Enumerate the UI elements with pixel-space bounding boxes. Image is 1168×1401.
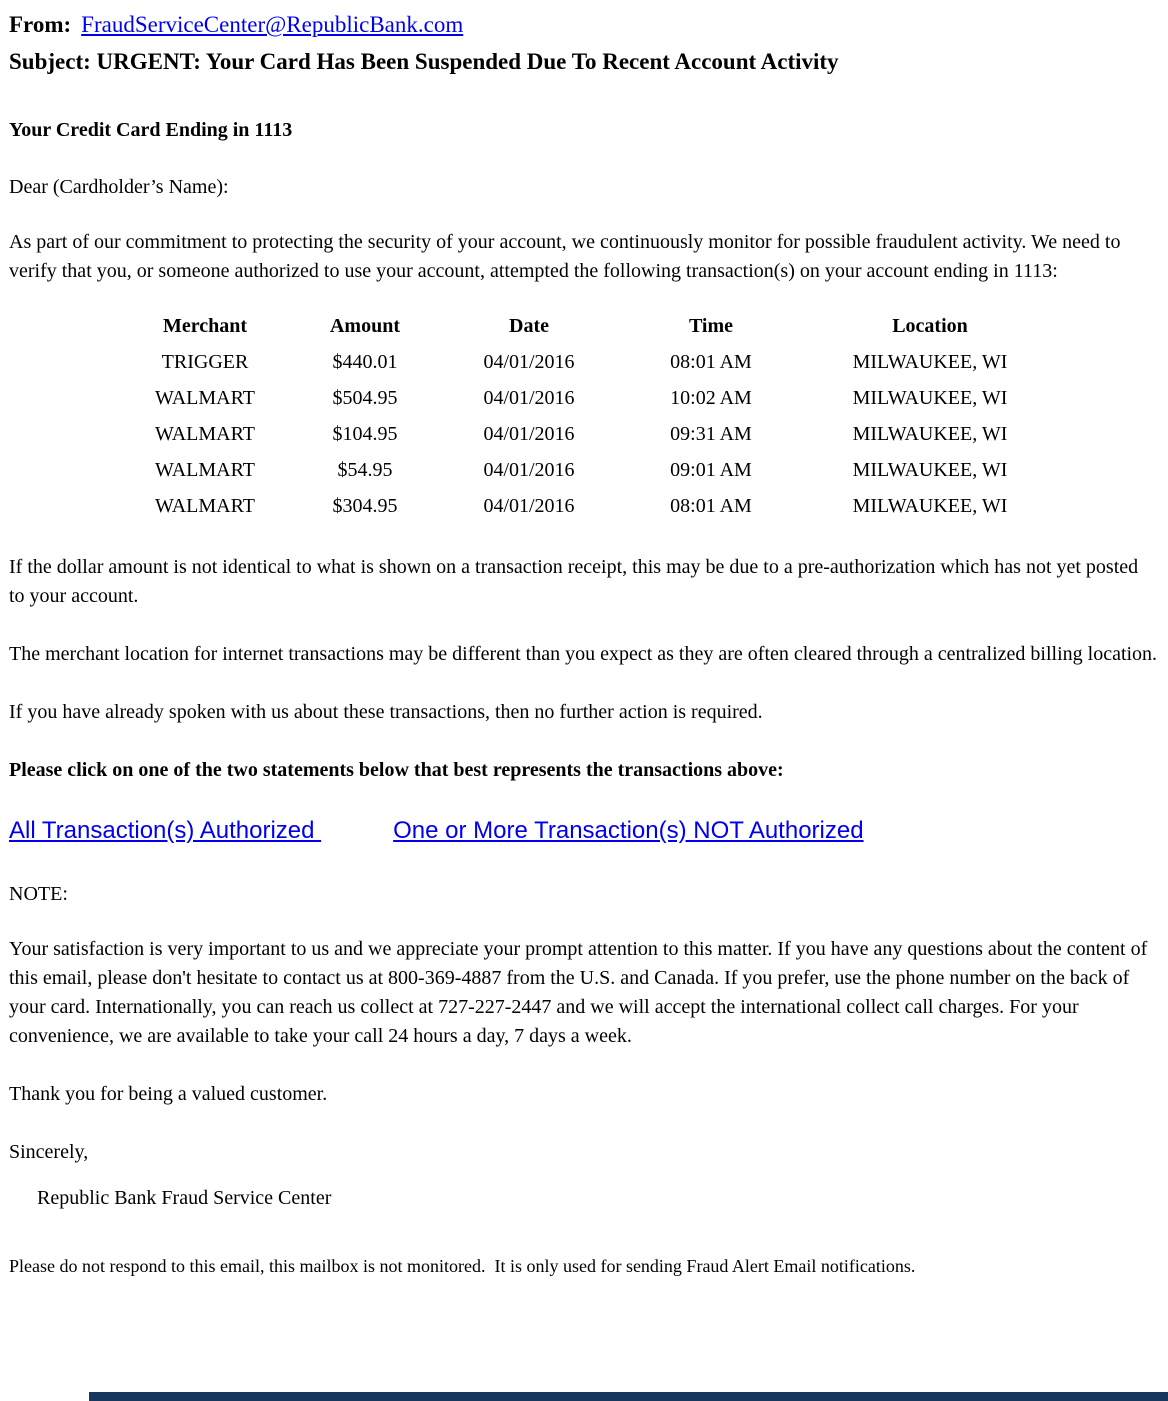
cell-time: 09:31 AM [670,422,752,445]
cell-amount: $504.95 [332,386,398,409]
bottom-bar [89,1392,1168,1401]
cell-time: 09:01 AM [670,458,752,481]
cell-location: MILWAUKEE, WI [852,458,1008,481]
cell-time: 08:01 AM [670,494,752,517]
preauth-paragraph: If the dollar amount is not identical to what is shown on a transaction receipt, this may be due to a pre-authorization which has not yet posted to your account. [9,556,1139,607]
from-label: From: [9,12,72,37]
decision-links [9,817,1158,845]
transactions-table [127,308,1049,524]
cell-date: 04/01/2016 [483,422,575,445]
table-row [127,416,1049,452]
intro-paragraph: As part of our commitment to protecting the security of your account, we continuously monitor for possible fraudulent activity. We need to verify that you, or someone authorized to use your account, attempted the following transaction(s) on your account ending in 1113: [9,231,1121,282]
cell-merchant: WALMART [155,422,255,445]
cell-amount: $104.95 [332,422,398,445]
footer-disclaimer: Please do not respond to this email, this mailbox is not monitored. It is only used for sending Fraud Alert Email notifications. [9,1256,916,1276]
cell-date: 04/01/2016 [483,386,575,409]
card-heading: Your Credit Card Ending in 1113 [9,119,293,141]
table-row [127,452,1049,488]
already-spoken-paragraph: If you have already spoken with us about these transactions, then no further action is required. [9,701,763,723]
cell-amount: $440.01 [332,350,398,373]
table-row [127,344,1049,380]
thanks-paragraph: Thank you for being a valued customer. [9,1083,328,1105]
cell-location: MILWAUKEE, WI [852,350,1008,373]
cell-time: 10:02 AM [670,386,752,409]
satisfaction-paragraph: Your satisfaction is very important to us and we appreciate your prompt attention to this matter. If you have any questions about the content of this email, please don't hesitate to contact us at 800-369-4887 from the U.S. and Canada. If you prefer, use the phone number on the back of your card. Internationally, you can reach us collect at 727-227-2447 and we will accept the international collect call charges. For your convenience, we are available to take your call 24 hours a day, 7 days a week. [9,938,1148,1047]
cell-date: 04/01/2016 [483,458,575,481]
cell-merchant: WALMART [155,494,255,517]
table-row [127,380,1049,416]
column-header-amount: Amount [329,314,400,337]
cell-merchant: TRIGGER [161,350,249,373]
cell-location: MILWAUKEE, WI [852,422,1008,445]
note-label: NOTE: [9,883,68,905]
cell-location: MILWAUKEE, WI [852,386,1008,409]
from-address-link[interactable]: FraudServiceCenter@RepublicBank.com [81,12,464,37]
cell-merchant: WALMART [155,386,255,409]
column-header-location: Location [892,314,968,337]
cell-time: 08:01 AM [670,350,752,373]
subject-line: Subject: URGENT: Your Card Has Been Suspended Due To Recent Account Activity [9,49,839,74]
cell-date: 04/01/2016 [483,494,575,517]
cell-location: MILWAUKEE, WI [852,494,1008,517]
column-header-date: Date [509,314,549,337]
table-header-row [127,308,1049,344]
location-paragraph: The merchant location for internet transactions may be different than you expect as they are often cleared through a centralized billing location. [9,643,1158,665]
cell-date: 04/01/2016 [483,350,575,373]
cell-merchant: WALMART [155,458,255,481]
signoff: Sincerely, [9,1141,89,1163]
cell-amount: $304.95 [332,494,398,517]
cell-amount: $54.95 [337,458,393,481]
signature: Republic Bank Fraud Service Center [37,1187,332,1209]
instruction-paragraph: Please click on one of the two statements below that best represents the transactions above: [9,759,784,781]
all-transactions-authorized-link[interactable]: All Transaction(s) Authorized [9,817,322,844]
transactions-not-authorized-link[interactable]: One or More Transaction(s) NOT Authorized [393,817,864,844]
column-header-merchant: Merchant [162,314,248,337]
column-header-time: Time [688,314,734,337]
table-row [127,488,1049,524]
salutation: Dear (Cardholder’s Name): [9,176,229,198]
from-line [9,10,1158,40]
